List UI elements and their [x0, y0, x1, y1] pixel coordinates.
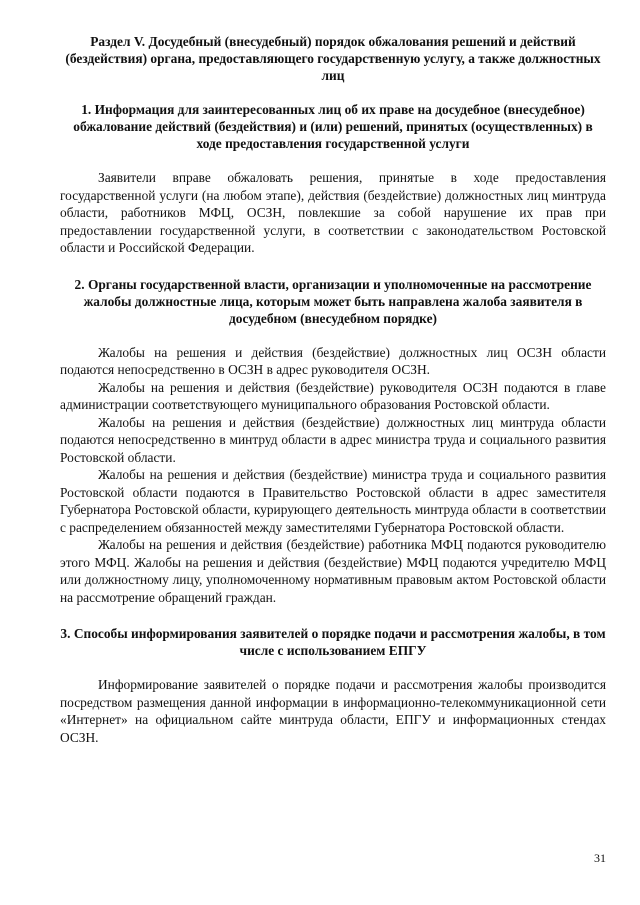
- section-1-body: [60, 169, 606, 257]
- heading-1: 1. Информация для заинтересованных лиц об их праве на досудебное (внесудебное) обжалование действий (бездействия) и (или) решений, принятых (осуществленных) в ходе предоставления государственной услуги: [73, 102, 593, 151]
- paragraph: Жалобы на решения и действия (бездействие) работника МФЦ подаются руководителю этого МФЦ. Жалобы на решения и действия (бездействие) МФЦ подаются учредителю МФЦ или должностному лицу, уполномоченному нормативным правовым актом Ростовской области на рассмотрение обращений граждан.: [60, 537, 606, 605]
- heading-2: 2. Органы государственной власти, организации и уполномоченные на рассмотрение жалобы должностные лица, которым может быть направлена жалоба заявителя в досудебном (внесудебном порядке): [74, 276, 592, 326]
- heading-3: 3. Способы информирования заявителей о порядке подачи и рассмотрения жалобы, в том числе с использованием ЕПГУ: [60, 626, 606, 658]
- paragraph: Жалобы на решения и действия (бездействие) руководителя ОСЗН подаются в главе администрации соответствующего муниципального образования Ростовской области.: [60, 379, 606, 412]
- paragraph: Жалобы на решения и действия (бездействие) должностных лиц минтруда области подаются непосредственно в минтруд области в адрес министра труда и социального развития Ростовской области.: [60, 414, 606, 465]
- section-title: Раздел V. Досудебный (внесудебный) порядок обжалования решений и действий (бездействия) органа, предоставляющего государственную услугу, а также должностных лиц: [65, 34, 601, 83]
- paragraph: Жалобы на решения и действия (бездействие) министра труда и социального развития Ростовской области подаются в Правительство Ростовской области в адрес заместителя Губернатора Ростовской области, курирующего деятельность минтруда области в соответствии с распределением обязанностей между заместителями Губернатора Ростовской области.: [60, 467, 606, 535]
- paragraph: Жалобы на решения и действия (бездействие) должностных лиц ОСЗН области подаются непосредственно в ОСЗН в адрес руководителя ОСЗН.: [60, 344, 606, 377]
- section-3-body: [60, 676, 606, 746]
- paragraph: Информирование заявителей о порядке подачи и рассмотрения жалобы производится посредством размещения данной информации в информационно-телекоммуникационной сети «Интернет» на официальном сайте минтруда области, ЕПГУ и информационных стендах ОСЗН.: [60, 677, 606, 745]
- paragraph: Заявители вправе обжаловать решения, принятые в ходе предоставления государственной услуги (на любом этапе), действия (бездействие) должностных лиц минтруда области, работников МФЦ, ОСЗН, повлекшие за собой нарушение их прав при предоставлении государственной услуги, в соответствии с законодательством Ростовской области и Российской Федерации.: [60, 170, 606, 255]
- section-2-body: [60, 344, 606, 607]
- page-number: 31: [594, 851, 606, 865]
